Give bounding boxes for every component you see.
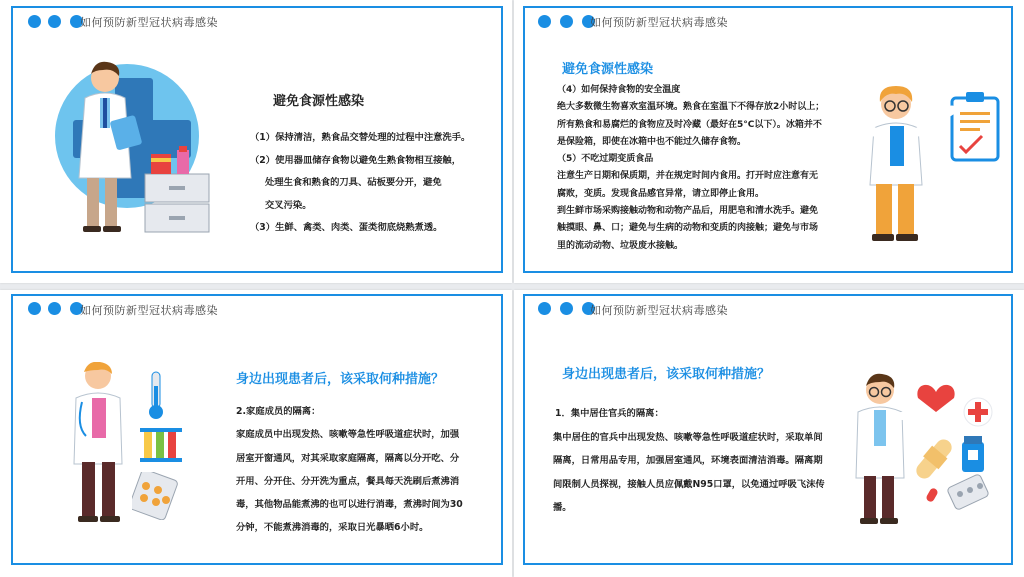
body-line: 毒，其他物品能煮沸的也可以进行消毒，煮沸时间为30 (236, 499, 463, 511)
body-line: 里的流动动物、垃圾废水接触。 (557, 240, 684, 251)
slide-title: 避免食源性感染 (273, 94, 365, 109)
body-line: 到生鲜市场采购接触动物和动物产品后，用肥皂和清水洗手。避免 (557, 206, 819, 217)
header-title: 如何预防新型冠状病毒感染 (80, 16, 218, 29)
body-line: 绝大多数微生物喜欢室温环境。熟食在室温下不得存放2小时以上； (557, 102, 825, 113)
doctor-illustration (856, 374, 928, 524)
header-dot (560, 15, 573, 28)
header-title: 如何预防新型冠状病毒感染 (80, 304, 218, 317)
body-line: 是保险箱，即使在冰箱中也不能过久储存食物。 (557, 136, 747, 147)
header-dot (538, 15, 551, 28)
pill-blister-icon (925, 474, 989, 511)
body-line: 触摸眼、鼻、口；避免与生病的动物和变质的肉接触；避免与市场 (557, 223, 819, 234)
thermometer-icon (149, 372, 163, 419)
body-line: （4）如何保持食物的安全温度 (557, 85, 681, 95)
slide-title: 身边出现患者后，该采取何种措施？ (236, 372, 445, 387)
slide-3[interactable] (0, 290, 512, 577)
header-dot (48, 15, 61, 28)
slide-title: 避免食源性感染 (562, 62, 654, 77)
header-dot (560, 302, 573, 315)
body-line: 播。 (553, 502, 572, 513)
slide-body (250, 127, 470, 240)
clipboard-icon (952, 92, 998, 160)
body-line: 所有熟食和易腐烂的食物应及时冷藏（最好在5°C以下）。冰箱并不 (557, 119, 822, 130)
doctor-illustration (852, 80, 1002, 245)
header-title: 如何预防新型冠状病毒感染 (590, 16, 728, 29)
body-line: 腐败，变质。发现食品感官异常，请立即停止食用。 (557, 188, 765, 199)
slide-4[interactable] (514, 290, 1024, 577)
header-dot (48, 302, 61, 315)
header-dot (28, 15, 41, 28)
body-line: 间限制人员探视，接触人员应佩戴N95口罩，以免通过呼吸飞沫传 (553, 478, 825, 490)
slide-body (553, 402, 825, 520)
slide-body (557, 82, 824, 255)
cross-icon (964, 398, 992, 426)
body-line: 1．集中居住官兵的隔离： (555, 408, 664, 419)
body-line: 开用、分开住、分开洗为重点，餐具每天洗刷后煮沸消 (236, 475, 460, 487)
medicine-cabinet-illustration (145, 146, 209, 232)
body-line: 2.家庭成员的隔离： (236, 406, 321, 417)
slide-2[interactable] (514, 0, 1024, 283)
pill-blister-icon (132, 472, 178, 520)
slide-1[interactable] (0, 0, 512, 283)
bandage-icon (913, 436, 955, 482)
slide-body (236, 400, 463, 540)
body-line: 注意生产日期和保质期，并在规定时间内食用。打开时应注意有无 (557, 171, 819, 182)
medicine-bottle-icon (962, 436, 984, 472)
body-line: 分钟，不能煮沸消毒的，采取日光暴晒6小时。 (236, 522, 429, 534)
header-title: 如何预防新型冠状病毒感染 (590, 304, 728, 317)
body-line: （2）使用器皿储存食物以避免生熟食物相互接触， (250, 154, 462, 166)
body-line: 集中居住的官兵中出现发热、咳嗽等急性呼吸道症状时，采取单间 (553, 431, 823, 443)
body-line: （1）保持清洁，熟食品交替处理的过程中注意洗手。 (250, 132, 471, 143)
header-dot (538, 302, 551, 315)
body-line: （5）不吃过期变质食品 (557, 154, 654, 165)
body-line: 处理生食和熟食的刀具、砧板要分开，避免 (265, 177, 442, 188)
body-line: 交叉污染。 (265, 199, 312, 211)
test-tubes-icon (140, 428, 182, 462)
body-line: 隔离，日常用品专用，加强居室通风，环境表面清洁消毒。隔离期 (553, 455, 823, 466)
body-line: 居室开窗通风，对其采取家庭隔离，隔离以分开吃、分 (236, 452, 460, 464)
header-dot (28, 302, 41, 315)
slide-title: 身边出现患者后，该采取何种措施？ (562, 367, 771, 382)
body-line: 家庭成员中出现发热、咳嗽等急性呼吸道症状时，加强 (236, 429, 460, 441)
body-line: （3）生鲜、禽类、肉类、蛋类彻底烧熟煮透。 (250, 222, 443, 233)
doctor-illustration (45, 58, 235, 248)
